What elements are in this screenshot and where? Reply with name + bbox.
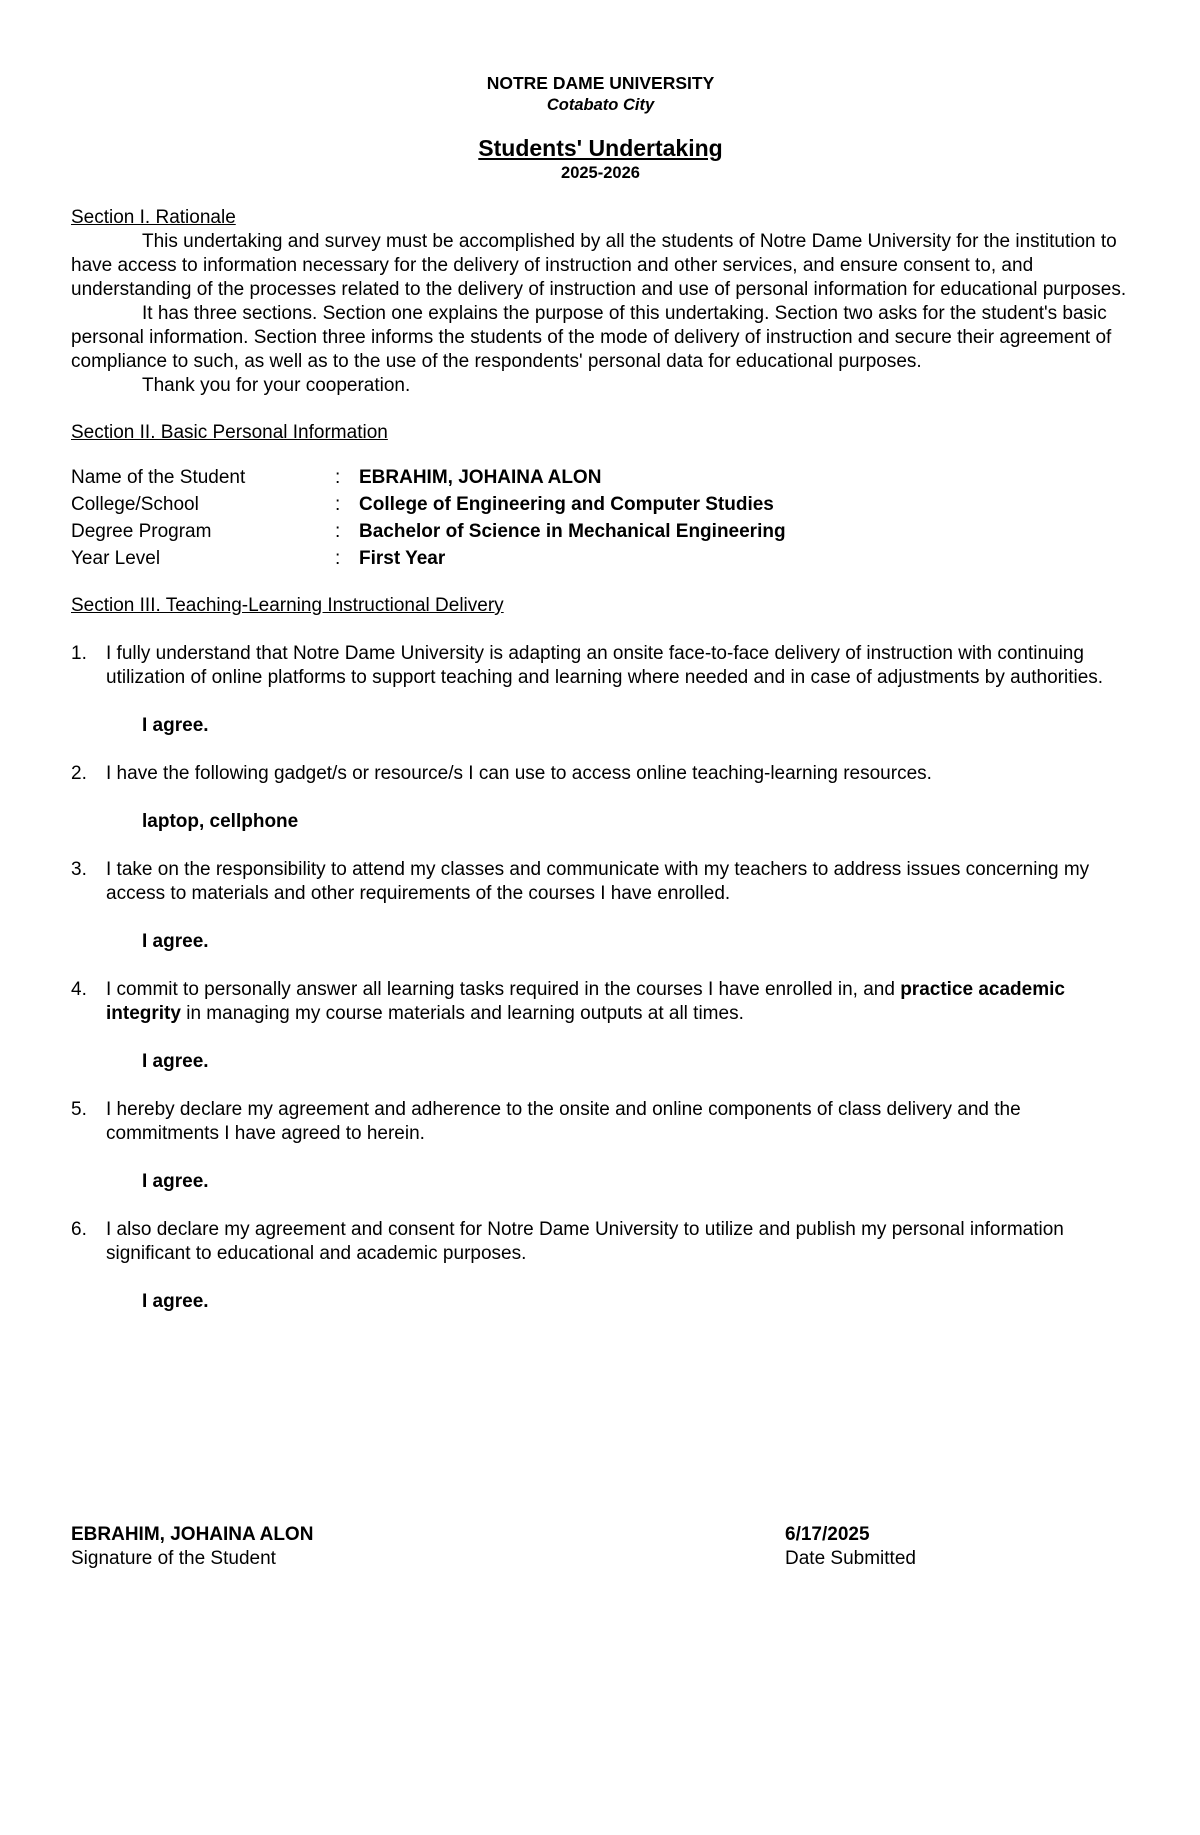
item-text-emphasis: practice academic integrity bbox=[106, 979, 1065, 1024]
student-signature-label: Signature of the Student bbox=[71, 1548, 276, 1569]
section-1-heading: Section I. Rationale bbox=[71, 207, 236, 228]
personal-info-table bbox=[71, 466, 1130, 571]
item-number: 6. bbox=[71, 1219, 87, 1240]
document-header bbox=[71, 72, 1130, 184]
university-name: NOTRE DAME UNIVERSITY bbox=[486, 73, 715, 93]
university-city: Cotabato City bbox=[546, 96, 655, 114]
item-answer-5: I agree. bbox=[142, 1171, 209, 1192]
field-label-name: Name of the Student bbox=[71, 467, 246, 488]
rationale-paragraph-3: Thank you for your cooperation. bbox=[142, 375, 411, 396]
item-answer-6: I agree. bbox=[142, 1291, 209, 1312]
school-year: 2025-2026 bbox=[561, 164, 640, 182]
field-label-degree: Degree Program bbox=[71, 521, 212, 542]
undertaking-items bbox=[71, 642, 1130, 1314]
field-value-year-level: First Year bbox=[359, 548, 446, 569]
field-label-college: College/School bbox=[71, 494, 199, 515]
item-text: I take on the responsibility to attend my classes and communicate with my teachers to address issues concerning my access to materials and other requirements of the courses I have enrolled. bbox=[106, 859, 1090, 904]
item-answer-4: I agree. bbox=[142, 1051, 209, 1072]
item-answer-1: I agree. bbox=[142, 715, 209, 736]
field-value-college: College of Engineering and Computer Studies bbox=[359, 494, 774, 515]
item-number: 2. bbox=[71, 763, 87, 784]
field-label-year-level: Year Level bbox=[71, 548, 161, 569]
document-title: Students' Undertaking bbox=[478, 135, 723, 161]
undertaking-item-1 bbox=[71, 642, 1130, 690]
field-separator: : bbox=[335, 548, 341, 569]
item-text-part: I commit to personally answer all learning tasks required in the courses I have enrolled in, and bbox=[106, 979, 901, 1000]
student-signature-name: EBRAHIM, JOHAINA ALON bbox=[71, 1524, 314, 1545]
rationale-paragraph-2: It has three sections. Section one explains the purpose of this undertaking. Section two asks for the student's basic personal information. Section three informs the students of the mode of delivery of instruction and secure their agreement of compliance to such, as well as to the use of the respondents' personal data for educational purposes. bbox=[71, 303, 1112, 372]
field-separator: : bbox=[335, 521, 341, 542]
item-number: 5. bbox=[71, 1099, 87, 1120]
undertaking-item-4 bbox=[71, 978, 1130, 1026]
undertaking-item-6 bbox=[71, 1218, 1130, 1266]
student-signature bbox=[71, 1523, 313, 1571]
item-answer-3: I agree. bbox=[142, 931, 209, 952]
field-separator: : bbox=[335, 467, 341, 488]
item-text: I fully understand that Notre Dame University is adapting an onsite face-to-face delivery of instruction with continuing utilization of online platforms to support teaching and learning where needed and in case of adjustments by authorities. bbox=[106, 643, 1104, 688]
item-number: 4. bbox=[71, 979, 87, 1000]
undertaking-item-2 bbox=[71, 762, 1130, 786]
field-value-degree: Bachelor of Science in Mechanical Engineering bbox=[359, 521, 786, 542]
field-separator: : bbox=[335, 494, 341, 515]
item-text: I also declare my agreement and consent for Notre Dame University to utilize and publish my personal information significant to educational and academic purposes. bbox=[106, 1219, 1064, 1264]
date-submitted-value: 6/17/2025 bbox=[785, 1524, 870, 1545]
rationale-paragraph-1: This undertaking and survey must be accomplished by all the students of Notre Dame University for the institution to have access to information necessary for the delivery of instruction and other services, and ensure consent to, and understanding of the processes related to the delivery of instruction and use of personal information for educational purposes. bbox=[71, 231, 1127, 300]
date-submitted-label: Date Submitted bbox=[785, 1548, 916, 1569]
item-number: 1. bbox=[71, 643, 87, 664]
item-text bbox=[106, 978, 1130, 1026]
undertaking-item-3 bbox=[71, 858, 1130, 906]
section-3-heading: Section III. Teaching-Learning Instructional Delivery bbox=[71, 595, 504, 616]
date-submitted bbox=[785, 1523, 916, 1571]
item-text: I hereby declare my agreement and adherence to the onsite and online components of class delivery and the commitments I have agreed to herein. bbox=[106, 1099, 1021, 1144]
item-answer-2: laptop, cellphone bbox=[142, 811, 299, 832]
undertaking-item-5 bbox=[71, 1098, 1130, 1146]
field-value-name: EBRAHIM, JOHAINA ALON bbox=[359, 467, 602, 488]
item-number: 3. bbox=[71, 859, 87, 880]
item-text-part: in managing my course materials and learning outputs at all times. bbox=[180, 1003, 744, 1024]
section-2-heading: Section II. Basic Personal Information bbox=[71, 422, 388, 443]
item-text: I have the following gadget/s or resource/s I can use to access online teaching-learning resources. bbox=[106, 763, 932, 784]
